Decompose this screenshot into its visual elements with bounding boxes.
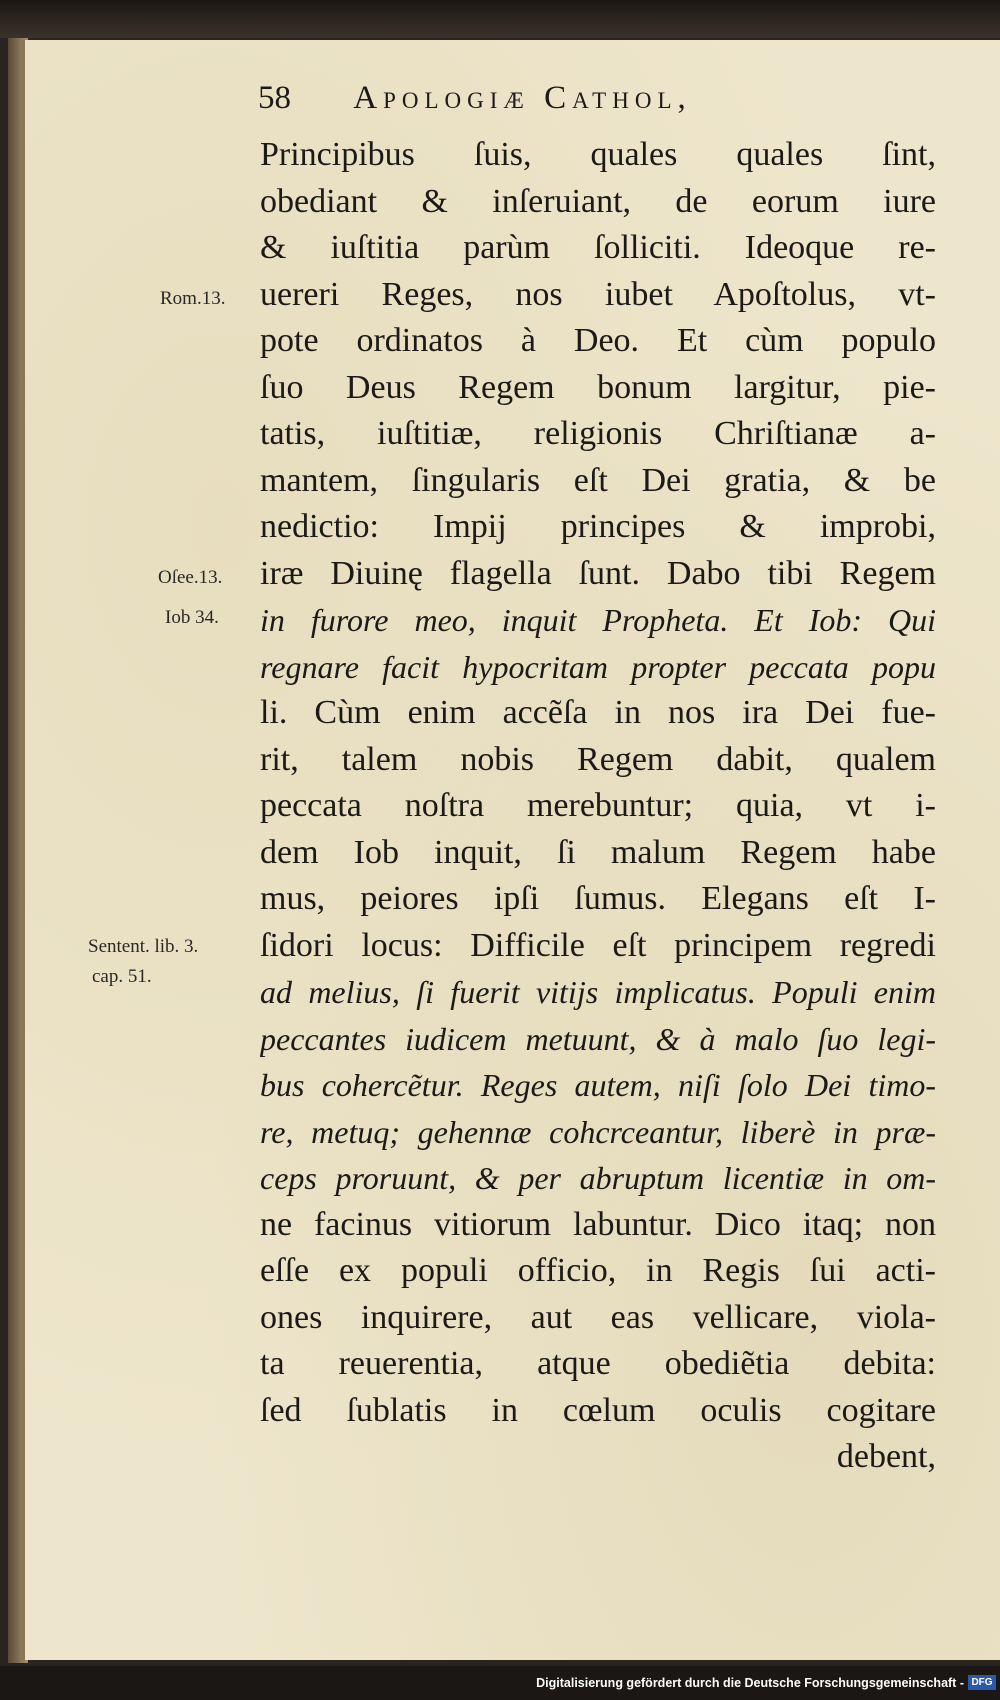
text-line-quote: re, metuq; gehennæ cohcrceantur, liberè in præ- <box>260 1113 936 1150</box>
margin-note-iob: Iob 34. <box>165 607 219 628</box>
text-line: eſſe ex populi officio, in Regis ſui acti- <box>260 1252 936 1289</box>
text-line-quote: bus cohercẽtur. Reges autem, niſi ſolo Dei timo- <box>260 1067 936 1103</box>
text-line: ta reuerentia, atque obediẽtia debita: <box>260 1345 936 1382</box>
text-line: li. Cùm enim accẽſa in nos ira Dei fue- <box>260 694 936 731</box>
text-line-quote: ceps proruunt, & per abruptum licentiæ in om- <box>260 1160 936 1196</box>
text-line: tatis, iuſtitiæ, religionis Chriſtianæ a- <box>260 415 936 452</box>
text-line-quote: in furore meo, inquit Propheta. Et Iob: Qui <box>260 602 936 638</box>
page-number: 58 <box>258 80 291 116</box>
text-line: pote ordinatos à Deo. Et cùm populo <box>260 322 936 359</box>
text-line: nedictio: Impij principes & improbi, <box>260 508 936 545</box>
footer-credit: Digitalisierung gefördert durch die Deutsche Forschungsgemeinschaft - <box>536 1676 964 1690</box>
text-line: peccata noſtra merebuntur; quia, vt i- <box>260 787 936 824</box>
text-line: mus, peiores ipſi ſumus. Elegans eſt I- <box>260 880 936 917</box>
digitization-footer <box>0 1666 1000 1700</box>
text-line-quote: ad melius, ſi fuerit vitijs implicatus. Populi enim <box>260 974 936 1010</box>
catchword-line: debent, <box>836 1438 936 1475</box>
text-line: ſidori locus: Difficile eſt principem regredi <box>260 926 936 964</box>
scan-top-edge <box>0 0 1000 38</box>
text-line: obediant & inſeruiant, de eorum iure <box>260 182 936 220</box>
text-line: dem Iob inquit, ſi malum Regem habe <box>260 833 936 871</box>
text-line: ſuo Deus Regem bonum largitur, pie- <box>260 368 936 406</box>
text-line: Principibus ſuis, quales quales ſint, <box>260 136 936 173</box>
text-line-quote: regnare facit hypocritam propter peccata popu <box>260 648 936 685</box>
text-line: ne facinus vitiorum labuntur. Dico itaq; non <box>260 1205 936 1243</box>
text-line: mantem, ſingularis eſt Dei gratia, & be <box>260 461 936 499</box>
dfg-logo: DFG <box>968 1675 996 1690</box>
text-line: ſed ſublatis in cœlum oculis cogitare <box>260 1391 936 1429</box>
margin-note-rom: Rom.13. <box>160 288 226 309</box>
margin-note-sentent: Sentent. lib. 3. <box>88 936 199 957</box>
margin-note-osee: Oſee.13. <box>158 567 223 588</box>
text-line: iræ Diuinę flagella ſunt. Dabo tibi Regem <box>260 554 936 592</box>
text-line: rit, talem nobis Regem dabit, qualem <box>260 740 936 778</box>
body-text <box>260 132 936 1481</box>
text-line: ones inquirere, aut eas vellicare, viola- <box>260 1298 936 1336</box>
text-line-quote: peccantes iudicem metuunt, & à malo ſuo legi- <box>260 1020 936 1057</box>
text-line: uereri Reges, nos iubet Apoſtolus, vt- <box>260 275 936 313</box>
text-line: & iuſtitia parùm ſolliciti. Ideoque re- <box>260 229 936 266</box>
running-title: Apologiæ Cathol, <box>353 80 692 116</box>
margin-note-cap: cap. 51. <box>92 966 152 987</box>
running-header <box>258 80 692 124</box>
